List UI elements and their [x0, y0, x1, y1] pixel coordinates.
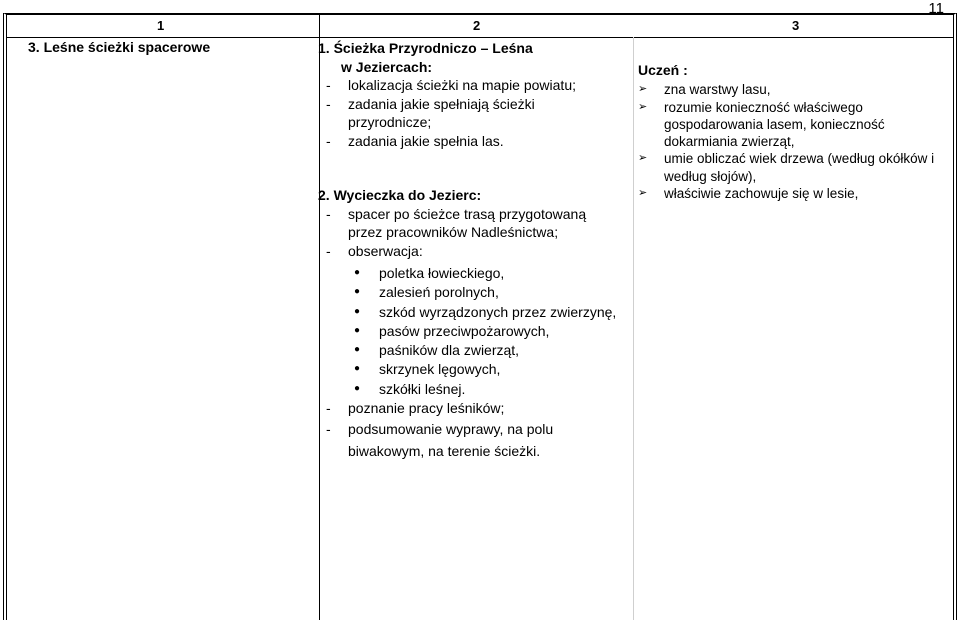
outcomes-title: Uczeń : [638, 62, 688, 78]
dash-marker: - [326, 242, 331, 259]
dash-marker: - [326, 132, 331, 149]
bullet-icon: ● [354, 324, 361, 336]
list-item: ➢ umie obliczać wiek drzewa (według okółków i według słojów), [638, 151, 935, 184]
header-col2: 2 [473, 18, 481, 33]
bullet-icon: ● [354, 286, 361, 298]
bullet-item: ● paśników dla zwierząt, [354, 342, 520, 359]
arrow-bullet-icon: ➢ [638, 187, 648, 200]
dash-marker: - [326, 77, 331, 93]
header-col1: 1 [157, 18, 165, 33]
observation-bullet-list [318, 264, 618, 398]
arrow-bullet-icon: ➢ [638, 100, 648, 113]
section1-title-line1: 1. Ścieżka Przyrodniczo – Leśna [318, 40, 533, 56]
outcomes-column [638, 62, 948, 202]
bullet-icon: ● [354, 305, 361, 317]
list-item: - podsumowanie wyprawy, na polu biwakowym, na terenie ścieżki. [318, 418, 618, 462]
list-item: ➢ rozumie konieczność właściwego gospodarowania lasem, konieczność dokarmiania zwierząt, [638, 99, 885, 150]
bullet-item: ● szkód wyrządzonych przez zwierzynę, [354, 303, 617, 320]
table-header-row [7, 15, 953, 38]
dash-marker: - [326, 205, 331, 222]
bullet-item: ● skrzynek lęgowych, [354, 361, 501, 378]
list-item: - obserwacja: [318, 242, 618, 261]
list-item: ➢ właściwie zachowuje się w lesie, [638, 186, 859, 202]
arrow-bullet-icon: ➢ [638, 152, 648, 165]
list-item: - zadania jakie spełniają ścieżki przyrodnicze; [318, 95, 618, 132]
column-divider-2 [633, 37, 634, 620]
content-column [318, 39, 618, 462]
list-item: ➢ zna warstwy lasu, [638, 82, 771, 98]
bullet-icon: ● [354, 382, 361, 394]
bullet-item: ● poletka łowieckiego, [354, 265, 505, 281]
arrow-bullet-icon: ➢ [638, 83, 648, 96]
topic-label: 3. Leśne ścieżki spacerowe [28, 39, 211, 55]
section2-title: 2. Wycieczka do Jezierc: [318, 187, 482, 203]
page-number: 11 [928, 0, 944, 17]
bullet-icon: ● [354, 363, 361, 375]
list-item: - spacer po ścieżce trasą przygotowaną przez pracowników Nadleśnictwa; [318, 205, 618, 242]
bullet-icon: ● [354, 344, 361, 356]
list-item: - poznanie pracy leśników; [318, 399, 618, 418]
dash-marker: - [326, 420, 331, 437]
list-item: - zadania jakie spełnia las. [318, 132, 618, 151]
header-col3: 3 [792, 18, 800, 33]
dash-marker: - [326, 95, 331, 112]
dash-marker: - [326, 400, 331, 417]
bullet-item: ● szkółki leśnej. [354, 380, 466, 397]
bullet-item: ● zalesień porolnych, [354, 284, 499, 301]
bullet-icon: ● [354, 267, 361, 278]
list-item: - lokalizacja ścieżki na mapie powiatu; [318, 76, 618, 95]
bullet-item: ● pasów przeciwpożarowych, [354, 322, 550, 339]
section1-title-line2: w Jeziercach: [341, 58, 433, 75]
